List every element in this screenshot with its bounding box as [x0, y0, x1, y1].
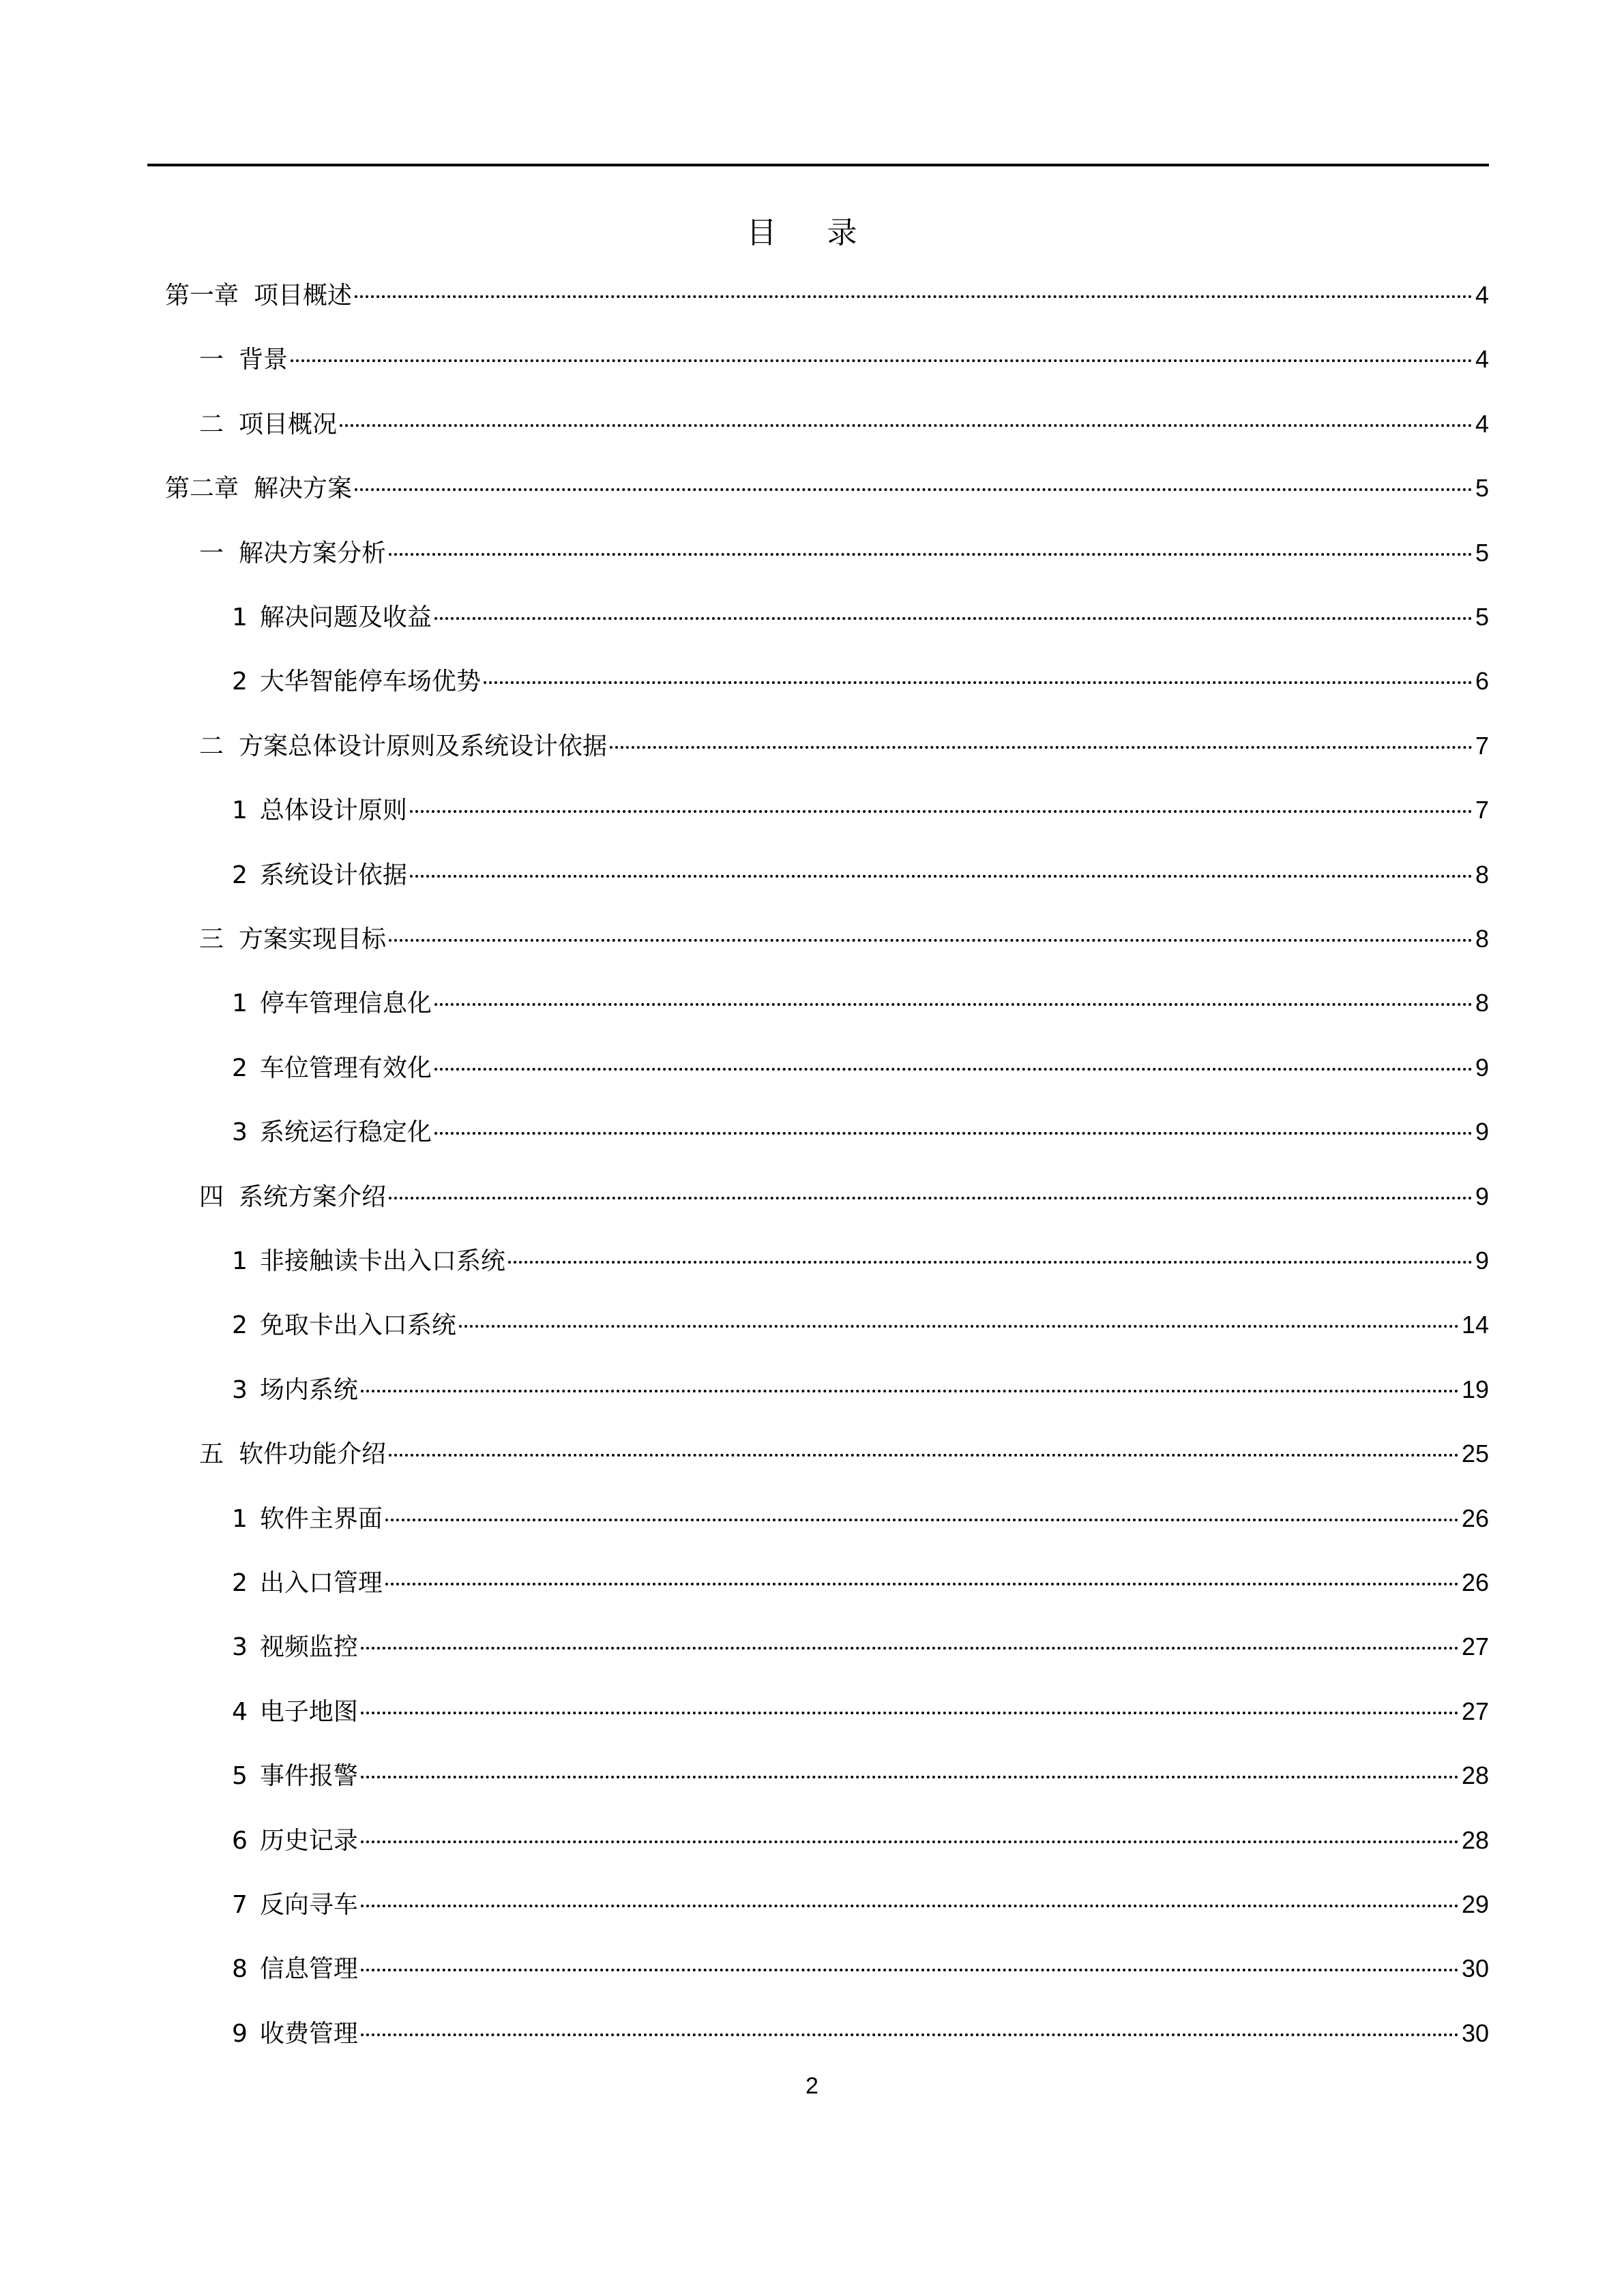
toc-entry-page: 5 [1475, 538, 1489, 567]
toc-dot-leader [434, 1003, 1473, 1006]
toc-entry[interactable] [0, 1952, 1489, 1986]
toc-entry-number: 三 [199, 925, 224, 953]
toc-dot-leader [355, 488, 1473, 491]
toc-entry-label: 收费管理 [259, 2019, 358, 2048]
toc-dot-leader [410, 875, 1473, 878]
toc-dot-leader [484, 681, 1473, 684]
toc-entry[interactable] [0, 793, 1489, 827]
toc-entry-label: 系统运行稳定化 [259, 1118, 432, 1147]
toc-entry[interactable] [0, 1759, 1489, 1793]
toc-entry-label: 事件报警 [259, 1762, 358, 1791]
toc-entry-number: 1 [232, 796, 248, 825]
toc-entry[interactable] [0, 2016, 1489, 2051]
toc-entry[interactable] [0, 278, 1489, 312]
toc-entry-number: 3 [232, 1375, 248, 1404]
toc-entry[interactable] [0, 858, 1489, 892]
toc-dot-leader [385, 1519, 1459, 1521]
toc-dot-leader [434, 1068, 1473, 1071]
toc-dot-leader [459, 1325, 1459, 1328]
toc-entry-label: 方案总体设计原则及系统设计依据 [239, 732, 608, 760]
toc-entry[interactable] [0, 536, 1489, 570]
toc-dot-leader [434, 1132, 1473, 1135]
toc-entry[interactable] [0, 600, 1489, 634]
toc-dot-leader [389, 939, 1473, 942]
toc-entry-label: 项目概况 [239, 410, 338, 438]
toc-entry[interactable] [0, 1630, 1489, 1664]
toc-entry-number: 1 [232, 1247, 248, 1275]
toc-entry-page: 6 [1475, 667, 1489, 696]
toc-entry-label: 场内系统 [259, 1375, 358, 1404]
toc-entry-page: 9 [1475, 1053, 1489, 1082]
toc-entry-page: 19 [1461, 1375, 1489, 1403]
toc-dot-leader [389, 1197, 1473, 1199]
toc-dot-leader [361, 1647, 1459, 1650]
toc-entry-page: 28 [1461, 1761, 1489, 1790]
toc-entry-number: 9 [232, 2019, 248, 2048]
toc-entry[interactable] [0, 922, 1489, 956]
toc-entry-page: 27 [1461, 1697, 1489, 1725]
toc-entry-label: 车位管理有效化 [259, 1054, 432, 1082]
toc-dot-leader [361, 1776, 1459, 1778]
toc-entry-number: 1 [232, 603, 248, 631]
toc-dot-leader [385, 1583, 1459, 1585]
toc-dot-leader [361, 1905, 1459, 1907]
toc-entry[interactable] [0, 1823, 1489, 1858]
toc-dot-leader [361, 2033, 1459, 2036]
toc-entry-number: 第一章 [165, 282, 239, 310]
toc-dot-leader [361, 1969, 1459, 1971]
toc-entry-number: 3 [232, 1118, 248, 1147]
toc-entry-page: 28 [1461, 1825, 1489, 1854]
toc-entry[interactable] [0, 1502, 1489, 1536]
toc-entry-page: 9 [1475, 1247, 1489, 1274]
toc-dot-leader [410, 810, 1473, 813]
toc-entry-label: 背景 [239, 346, 289, 374]
toc-dot-leader [610, 746, 1473, 749]
toc-entry-page: 7 [1475, 731, 1489, 760]
toc-entry-label: 停车管理信息化 [259, 989, 432, 1018]
toc-entry-page: 5 [1475, 603, 1489, 631]
toc-entry-number: 2 [232, 1569, 248, 1597]
toc-dot-leader [340, 424, 1473, 427]
toc-entry[interactable] [0, 986, 1489, 1020]
toc-entry-number: 3 [232, 1633, 248, 1662]
toc-entry-page: 26 [1461, 1568, 1489, 1596]
toc-entry-page: 30 [1461, 2018, 1489, 2047]
toc-entry-label: 出入口管理 [259, 1569, 383, 1597]
toc-entry-number: 一 [199, 346, 224, 374]
toc-entry-page: 30 [1461, 1954, 1489, 1983]
toc-entry-page: 29 [1461, 1890, 1489, 1918]
toc-entry-page: 4 [1475, 345, 1489, 374]
toc-entry[interactable] [0, 1437, 1489, 1471]
toc-entry[interactable] [0, 471, 1489, 505]
toc-entry-label: 软件功能介绍 [239, 1440, 387, 1469]
toc-entry-page: 25 [1461, 1440, 1489, 1468]
toc-dot-leader [361, 1840, 1459, 1843]
page-number: 2 [806, 2073, 818, 2099]
toc-entry-page: 14 [1461, 1311, 1489, 1339]
toc-entry[interactable] [0, 342, 1489, 376]
toc-title: 目 录 [746, 215, 878, 250]
toc-entry[interactable] [0, 1695, 1489, 1729]
toc-entry-label: 信息管理 [259, 1955, 358, 1984]
toc-entry-page: 9 [1475, 1182, 1489, 1210]
toc-entry-label: 解决方案 [254, 475, 353, 503]
toc-entry[interactable] [0, 664, 1489, 698]
toc-entry-number: 8 [232, 1955, 248, 1984]
toc-entry-page: 4 [1475, 409, 1489, 438]
toc-entry-number: 5 [232, 1762, 248, 1791]
toc-entry[interactable] [0, 1888, 1489, 1922]
toc-entry-number: 2 [232, 861, 248, 889]
toc-entry-label: 软件主界面 [259, 1504, 383, 1533]
toc-entry[interactable] [0, 1051, 1489, 1085]
toc-dot-leader [389, 553, 1473, 556]
header-rule [147, 164, 1489, 166]
toc-dot-leader [355, 295, 1473, 298]
toc-entry-label: 方案实现目标 [239, 925, 387, 953]
toc-entry-label: 视频监控 [259, 1633, 358, 1662]
toc-entry-page: 9 [1475, 1118, 1489, 1146]
toc-dot-leader [434, 617, 1473, 620]
toc-entry-number: 四 [199, 1182, 224, 1211]
toc-entry-label: 总体设计原则 [259, 796, 407, 825]
toc-entry-page: 27 [1461, 1632, 1489, 1661]
toc-entry-label: 历史记录 [259, 1826, 358, 1855]
toc-entry[interactable] [0, 1566, 1489, 1600]
toc-entry-label: 解决问题及收益 [259, 603, 432, 631]
toc-entry-number: 4 [232, 1697, 248, 1726]
toc-entry-number: 2 [232, 668, 248, 696]
toc-entry-label: 解决方案分析 [239, 539, 387, 567]
toc-entry-page: 4 [1475, 281, 1489, 309]
toc-entry-label: 电子地图 [259, 1697, 358, 1726]
toc-entry-number: 2 [232, 1311, 248, 1340]
toc-entry-number: 二 [199, 732, 224, 760]
toc-entry-number: 二 [199, 410, 224, 438]
toc-entry[interactable] [0, 1373, 1489, 1407]
toc-entry-number: 1 [232, 1504, 248, 1533]
toc-dot-leader [291, 359, 1473, 362]
toc-entry-label: 大华智能停车场优势 [259, 668, 481, 696]
toc-entry-page: 7 [1475, 796, 1489, 824]
toc-dot-leader [389, 1454, 1459, 1457]
toc-entry-number: 一 [199, 539, 224, 567]
toc-entry[interactable] [0, 1308, 1489, 1342]
toc-entry-label: 系统设计依据 [259, 861, 407, 889]
toc-entry[interactable] [0, 729, 1489, 763]
toc-entry[interactable] [0, 407, 1489, 441]
toc-entry-number: 7 [232, 1891, 248, 1919]
toc-dot-leader [361, 1390, 1459, 1392]
toc-entry-number: 2 [232, 1054, 248, 1082]
toc-entry-page: 8 [1475, 860, 1489, 889]
toc-entry-page: 8 [1475, 925, 1489, 953]
toc-entry-page: 8 [1475, 989, 1489, 1017]
toc-entry-number: 第二章 [165, 475, 239, 503]
toc-entry-page: 5 [1475, 474, 1489, 503]
toc-entry-number: 6 [232, 1826, 248, 1855]
toc-entry-label: 免取卡出入口系统 [259, 1311, 456, 1340]
toc-entry[interactable] [0, 1180, 1489, 1214]
toc-entry[interactable] [0, 1244, 1489, 1278]
toc-entry[interactable] [0, 1115, 1489, 1149]
toc-entry-page: 26 [1461, 1504, 1489, 1532]
toc-entry-label: 项目概述 [254, 282, 353, 310]
toc-entry-number: 1 [232, 989, 248, 1018]
toc-entry-number: 五 [199, 1440, 224, 1469]
toc-entry-label: 非接触读卡出入口系统 [259, 1247, 505, 1275]
toc-entry-label: 反向寻车 [259, 1891, 358, 1919]
toc-dot-leader [361, 1712, 1459, 1714]
toc-entry-label: 系统方案介绍 [239, 1182, 387, 1211]
toc-dot-leader [508, 1261, 1473, 1264]
